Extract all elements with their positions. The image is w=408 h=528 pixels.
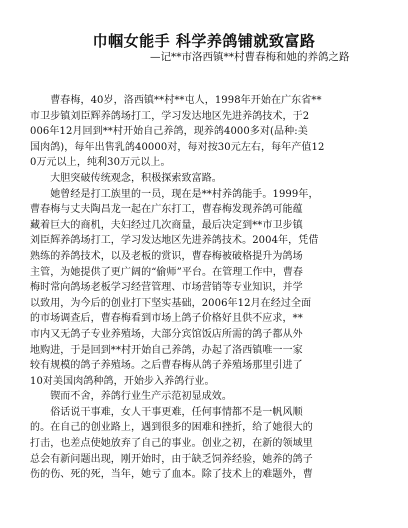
document-body	[30, 93, 385, 483]
body-line: 10对美国肉鸽种鸽，开始步入养鸽行业。	[30, 375, 215, 387]
body-line: 俗话说干事难，女人干事更难，任何事情都不是一帆风顺	[30, 406, 303, 418]
body-line: 熟练的养鸽技术，以及老板的赏识，曹春梅被破格提升为鸽场	[30, 250, 303, 262]
body-line: 曹春梅与丈夫陶昌龙一起在广东打工，曹春梅发现养鸽可能蕴	[30, 204, 303, 216]
body-line: 地购进，于是回到**村开始自己养鸽，办起了洛西镇唯一一家	[30, 344, 303, 356]
body-line: 006年12月回到**村开始自己养鸽，现养鸽4000多对(品种:美	[30, 126, 308, 138]
body-line: 梅时常向鸽场老板学习经营管理、市场营销等专业知识，并学	[30, 282, 303, 294]
body-line: 她曾经是打工族里的一员，现在是**村养鸽能手。1999年，	[30, 188, 319, 200]
body-line: 主管，为她提供了更广阔的“偷师”平台。在管理工作中，曹春	[30, 266, 304, 278]
document-title: 巾帼女能手 科学养鸽铺就致富路	[92, 32, 316, 50]
body-line: 的。在自己的创业路上，遇到很多的困难和挫折，给了她很大的	[30, 422, 313, 434]
body-line: 0万元以上，纯利30万元以上。	[30, 157, 171, 169]
body-line: 大胆突破传统观念，积极探索致富路。	[30, 172, 222, 184]
body-line: 刘臣辉养鸽场打工，学习发达地区先进养鸽技术。2004年，凭借	[30, 235, 319, 247]
body-line: 锲而不舍，养鸽行业生产示范初显成效。	[30, 391, 232, 403]
body-line: 打击，也差点使她放弃了自己的事业。创业之初，在新的领域里	[30, 438, 313, 450]
body-line: 市内又无鸽子专业养殖场，大部分宾馆饭店所需的鸽子都从外	[30, 328, 303, 340]
body-line: 伤的伤、死的死，当年，她亏了血本。除了技术上的难题外，曹	[30, 469, 313, 481]
body-line: 的市场调查后，曹春梅看到市场上鸽子价格好且供不应求，**	[30, 313, 303, 325]
body-line: 较有规模的鸽子养殖场。之后曹春梅从鸽子养殖场那里引进了	[30, 360, 303, 372]
body-line: 以致用，为今后的创业打下坚实基础，2006年12月在经过全面	[30, 297, 312, 309]
document-subtitle: —记**市洛西镇**村曹春梅和她的养鸽之路	[150, 51, 350, 63]
body-line: 国肉鸽)，每年出售乳鸽40000对，每对按30元左右，每年产值12	[30, 141, 325, 153]
body-line: 总会有新问题出现，刚开始时，由于缺乏饲养经验，她养的鸽子	[30, 453, 313, 465]
body-line: 藏着巨大的商机，夫妇经过几次商量，最后决定到**市卫步镇	[30, 219, 303, 231]
body-line: 曹春梅，40岁，洛西镇**村**屯人，1998年开始在广东省**	[30, 95, 322, 106]
body-line: 市卫步镇刘臣辉养鸽场打工，学习发达地区先进养鸽技术，于2	[30, 110, 310, 122]
